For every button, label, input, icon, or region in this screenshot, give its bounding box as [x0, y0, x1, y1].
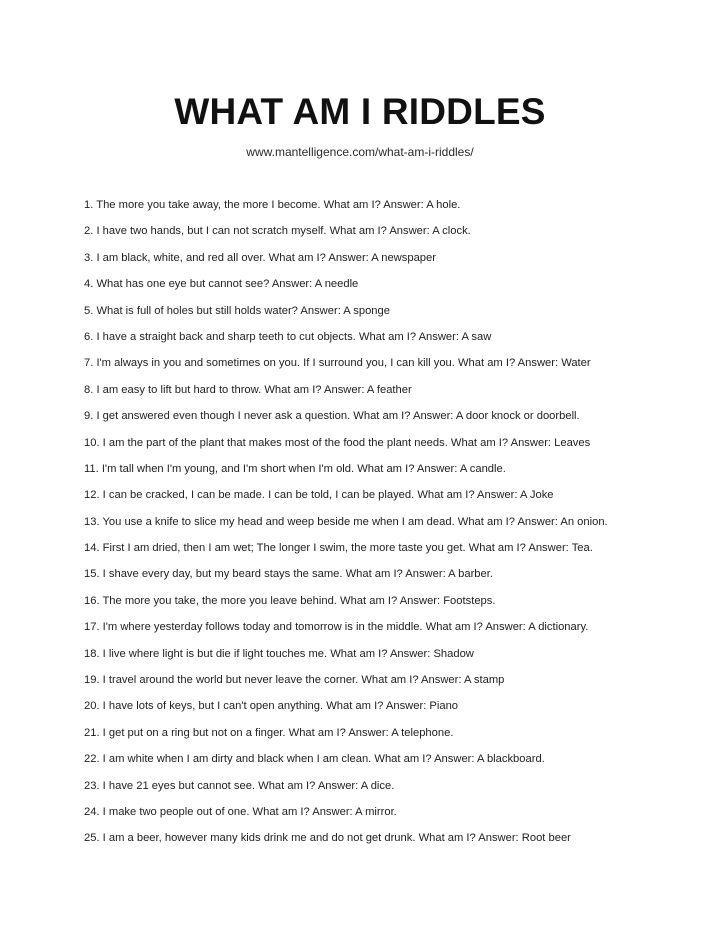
riddle-item: 19. I travel around the world but never leave the corner. What am I? Answer: A stamp [84, 674, 505, 687]
riddle-item: 4. What has one eye but cannot see? Answer: A needle [84, 278, 359, 291]
riddle-item: 24. I make two people out of one. What am I? Answer: A mirror. [84, 805, 397, 818]
riddle-item: 1. The more you take away, the more I become. What am I? Answer: A hole. [84, 199, 461, 211]
riddle-item: 8. I am easy to lift but hard to throw. What am I? Answer: A feather [84, 383, 412, 396]
riddle-item: 7. I'm always in you and sometimes on you. If I surround you, I can kill you. What am I? Answer: Water [84, 357, 591, 370]
riddle-item: 10. I am the part of the plant that makes most of the food the plant needs. What am I? Answer: Leaves [84, 436, 591, 449]
riddle-item: 20. I have lots of keys, but I can't open anything. What am I? Answer: Piano [84, 700, 459, 713]
riddle-item: 21. I get put on a ring but not on a finger. What am I? Answer: A telephone. [84, 726, 454, 739]
riddle-item: 16. The more you take, the more you leave behind. What am I? Answer: Footsteps. [84, 594, 496, 607]
riddle-item: 11. I'm tall when I'm young, and I'm short when I'm old. What am I? Answer: A candle. [84, 462, 506, 475]
riddle-item: 23. I have 21 eyes but cannot see. What am I? Answer: A dice. [84, 779, 395, 792]
riddle-item: 18. I live where light is but die if light touches me. What am I? Answer: Shadow [84, 647, 474, 660]
riddle-item: 13. You use a knife to slice my head and weep beside me when I am dead. What am I? Answer: An onion. [84, 515, 608, 528]
riddle-item: 22. I am white when I am dirty and black when I am clean. What am I? Answer: A blackboard. [84, 753, 545, 766]
source-url: www.mantelligence.com/what-am-i-riddles/ [246, 145, 474, 159]
riddle-item: 25. I am a beer, however many kids drink me and do not get drunk. What am I? Answer: Root beer [84, 832, 571, 845]
riddle-item: 9. I get answered even though I never ask a question. What am I? Answer: A door knock or doorbell. [84, 410, 580, 423]
page-title: WHAT AM I RIDDLES [174, 91, 546, 132]
riddle-item: 2. I have two hands, but I can not scratch myself. What am I? Answer: A clock. [84, 225, 471, 238]
riddle-item: 15. I shave every day, but my beard stays the same. What am I? Answer: A barber. [84, 568, 493, 581]
riddle-item: 6. I have a straight back and sharp teeth to cut objects. What am I? Answer: A saw [84, 330, 492, 343]
riddle-item: 14. First I am dried, then I am wet; The longer I swim, the more taste you get. What am I? Answer: Tea. [84, 542, 593, 555]
riddle-list [84, 196, 694, 856]
riddle-item: 12. I can be cracked, I can be made. I can be told, I can be played. What am I? Answer: A Joke [84, 489, 554, 502]
riddle-item: 17. I'm where yesterday follows today and tomorrow is in the middle. What am I? Answer: A dictionary. [84, 621, 589, 634]
riddle-item: 5. What is full of holes but still holds water? Answer: A sponge [84, 304, 390, 317]
riddle-item: 3. I am black, white, and red all over. What am I? Answer: A newspaper [84, 251, 436, 264]
